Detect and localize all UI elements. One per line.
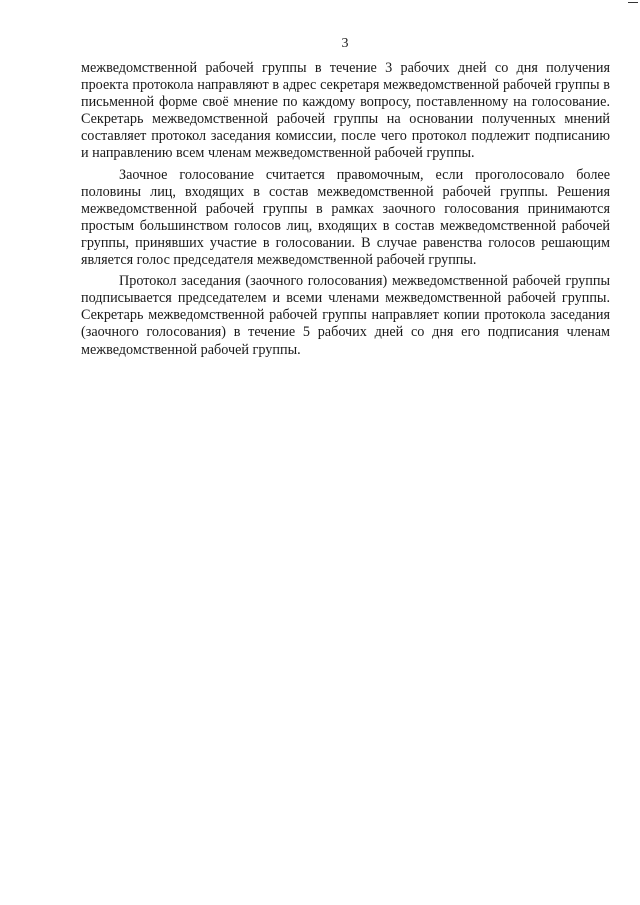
- page-number: 3: [341, 36, 349, 51]
- scan-mark: [628, 2, 638, 3]
- paragraph-protocol-signing: Протокол заседания (заочного голосования) межведомственной рабочей группы подписывается председателем и всеми членами межведомственной рабочей группы. Секретарь межведомственной рабочей группы направляет копии протокола заседания (заочного голосования) в течение 5 рабочих дней со дня его подписания членам межведомственной рабочей группы.: [81, 273, 610, 358]
- paragraph-continued: межведомственной рабочей группы в течение 3 рабочих дней со дня получения проекта протокола направляют в адрес секретаря межведомственной рабочей группы в письменной форме своё мнение по каждому вопросу, поставленному на голосование. Секретарь межведомственной рабочей группы на основании полученных мнений составляет протокол заседания комиссии, после чего протокол подлежит подписанию и направлению всем членам межведомственной рабочей группы.: [81, 60, 610, 162]
- paragraph-absentee-voting: Заочное голосование считается правомочным, если проголосовало более половины лиц, входящих в состав межведомственной рабочей группы. Решения межведомственной рабочей группы в рамках заочного голосования принимаются простым большинством голосов лиц, входящих в состав межведомственной рабочей группы, принявших участие в голосовании. В случае равенства голосов решающим является голос председателя межведомственной рабочей группы.: [81, 166, 610, 269]
- body-text: [81, 60, 610, 359]
